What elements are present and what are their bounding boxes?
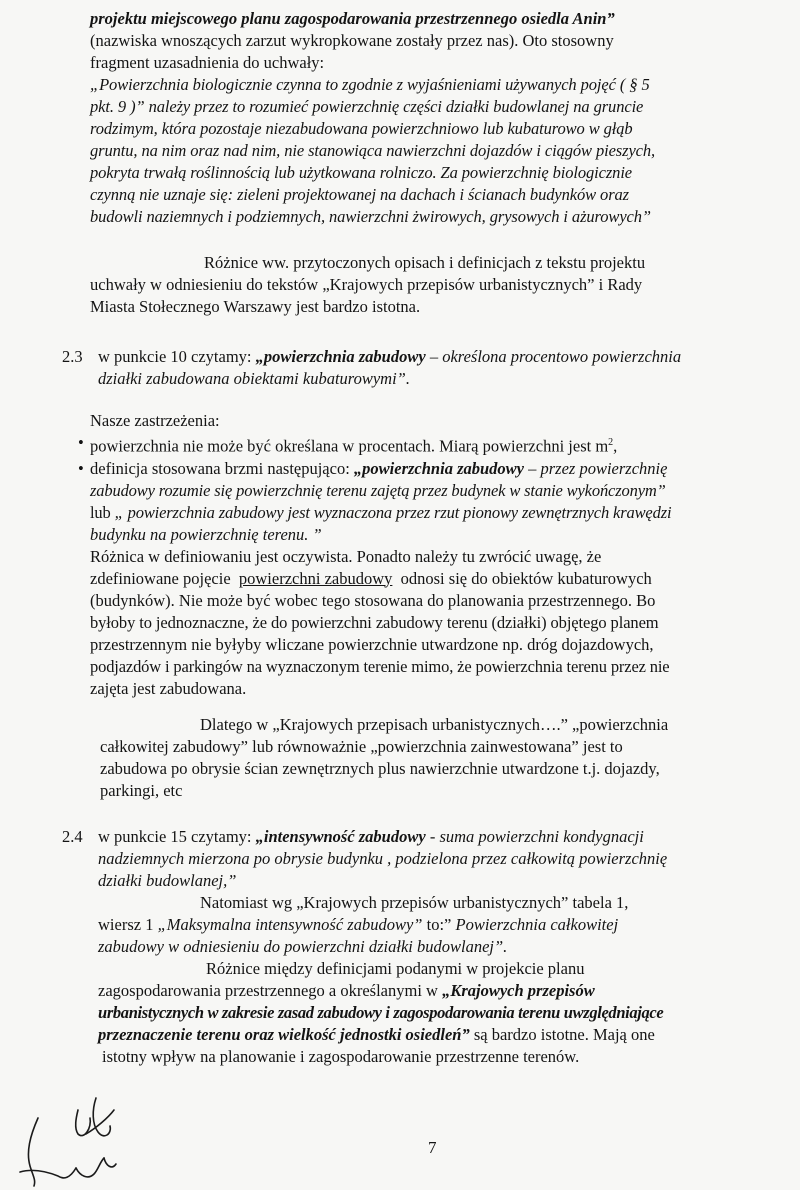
text-fragment: w punkcie 10 czytamy: [98,347,252,366]
bullet-icon: • [78,433,84,452]
text-fragment: , [613,436,618,456]
text-line: budynku na powierzchnię terenu. ” [90,524,322,544]
text-fragment: Powierzchnia całkowitej [455,915,619,934]
text-line [98,346,681,368]
text-fragment: zdefiniowane pojęcie [90,568,231,588]
quote-line: pokryta trwałą roślinnością lub użytkowana rolniczo. Za powierzchnię biologicznie [90,163,633,182]
text-line: urbanistycznych w zakresie zasad zabudowy i zagospodarowania terenu uwzględniające [98,1003,664,1022]
term: przeznaczenie terenu oraz wielkość jednostki osiedleń” [98,1025,470,1044]
text-line [98,980,667,1002]
text-line: fragment uzasadnienia do uchwały: [90,53,325,72]
list-item [78,432,671,458]
superscript: 2 [608,437,614,448]
intro-paragraph [90,8,655,228]
text-line: Dlatego w „Krajowych przepisach urbanistycznych….” „powierzchnia [200,715,669,734]
section-2-3 [98,346,681,390]
text-fragment: – przez powierzchnię [528,458,668,478]
text-line: Różnice ww. przytoczonych opisach i definicjach z tekstu projektu [204,253,646,272]
text-line: Natomiast wg „Krajowych przepisów urbanistycznych” tabela 1, [200,893,629,912]
term: „intensywność zabudowy [255,827,426,846]
text-line [98,826,667,848]
text-fragment: zagospodarowania przestrzennego a określanymi w [98,981,438,1000]
text-fragment: to:” [426,915,452,934]
text-fragment: - suma powierzchni kondygnacji [429,827,644,846]
quote-line: pkt. 9 )” należy przez to rozumieć powierzchnię części działki budowlanej na gruncie [90,97,644,116]
quote-line: rodzimym, która pozostaje niezabudowana powierzchniowo lub kubaturowo w głąb [90,119,633,138]
text-line: przestrzennym nie byłyby wliczane powierzchnie utwardzone np. dróg dojazdowych, [90,634,654,654]
text-fragment: wiersz 1 [98,915,154,934]
quote-line: budowli naziemnych i podziemnych, nawierzchni żwirowych, grysowych i ażurowych” [90,207,651,226]
text-line: działki budowlanej,” [98,871,237,890]
text-fragment: definicja stosowana brzmi następująco: [90,458,350,478]
text-line: (budynków). Nie może być wobec tego stosowana do planowania przestrzennego. Bo [90,590,656,610]
text-line: zabudowy rozumie się powierzchnię terenu zajętą przez budynek w stanie wykończonym” [90,480,666,500]
text-line [98,914,667,936]
text-line: zajęta jest zabudowana. [90,678,247,698]
text-line [90,568,671,590]
text-line: zabudowa po obrysie ścian zewnętrznych plus nawierzchnie utwardzone t.j. dojazdy, [100,759,660,778]
text-line: nadziemnych mierzona po obrysie budynku , podzielona przez całkowitą powierzchnię [98,849,668,868]
text-line: byłoby to jednoznaczne, że do powierzchni zabudowy terenu (działki) objętego planem [90,612,659,632]
therefore-paragraph [100,714,668,802]
objections-heading: Nasze zastrzeżenia: [90,411,220,430]
term: „Krajowych przepisów [442,981,595,1000]
quote-line: gruntu, na nim oraz nad nim, nie stanowiąca nawierzchni dojazdów i ciągów pieszych, [90,141,656,160]
text-fragment: „ powierzchnia zabudowy jest wyznaczona przez rzut pionowy zewnętrznych krawędzi [114,502,672,522]
text-line: zabudowy w odniesieniu do powierzchni działki budowlanej”. [98,937,508,956]
text-line [98,1024,667,1046]
list-item [78,458,671,480]
text-fragment: odnosi się do obiektów kubaturowych [400,568,652,588]
section-2-4 [98,826,667,1068]
text-line: istotny wpływ na planowanie i zagospodarowanie przestrzenne terenów. [102,1047,580,1066]
text-line: uchwały w odniesieniu do tekstów „Krajowych przepisów urbanistycznych” i Rady [90,275,643,294]
bullet-icon: • [78,458,84,478]
text-fragment: „Maksymalna intensywność zabudowy” [157,915,423,934]
text-fragment: powierzchnia nie może być określana w procentach. Miarą powierzchni jest m [90,436,609,456]
text-line: projektu miejscowego planu zagospodarowania przestrzennego osiedla Anin” [90,9,615,28]
section-number: 2.4 [62,827,83,846]
text-line: działki zabudowana obiektami kubaturowymi”. [98,369,410,388]
quote-line: „Powierzchnia biologicznie czynna to zgodnie z wyjaśnieniami używanych pojęć ( § 5 [90,75,650,94]
text-line: (nazwiska wnoszących zarzut wykropkowane zostały przez nas). Oto stosowny [90,31,614,50]
text-line [90,502,671,524]
term: „powierzchnia zabudowy [353,458,524,478]
underlined-term: powierzchni zabudowy [238,568,393,588]
text-line: Różnica w definiowaniu jest oczywista. Ponadto należy tu zwrócić uwagę, że [90,546,602,566]
text-fragment: są bardzo istotne. Mają one [473,1025,655,1044]
differences-paragraph [90,252,645,318]
text-fragment: – określona procentowo powierzchnia [429,347,682,366]
text-line: podjazdów i parkingów na wyznaczonym terenie mimo, że powierzchnia terenu przez nie [90,656,670,676]
text-line: Różnice między definicjami podanymi w projekcie planu [206,959,585,978]
text-line: całkowitej zabudowy” lub równoważnie „powierzchnia zainwestowana” jest to [100,737,623,756]
page-number: 7 [428,1138,437,1157]
quote-line: czynną nie uznaje się: zieleni projektowanej na dachach i ścianach budynków oraz [90,185,629,204]
section-number: 2.3 [62,347,83,366]
text-fragment: lub [90,502,111,522]
text-line: parkingi, etc [100,781,183,800]
objections-list [78,432,672,700]
text-fragment: w punkcie 15 czytamy: [98,827,252,846]
term: „powierzchnia zabudowy [255,347,426,366]
text-line: Miasta Stołecznego Warszawy jest bardzo istotna. [90,297,421,316]
handwritten-signature [0,1088,140,1190]
